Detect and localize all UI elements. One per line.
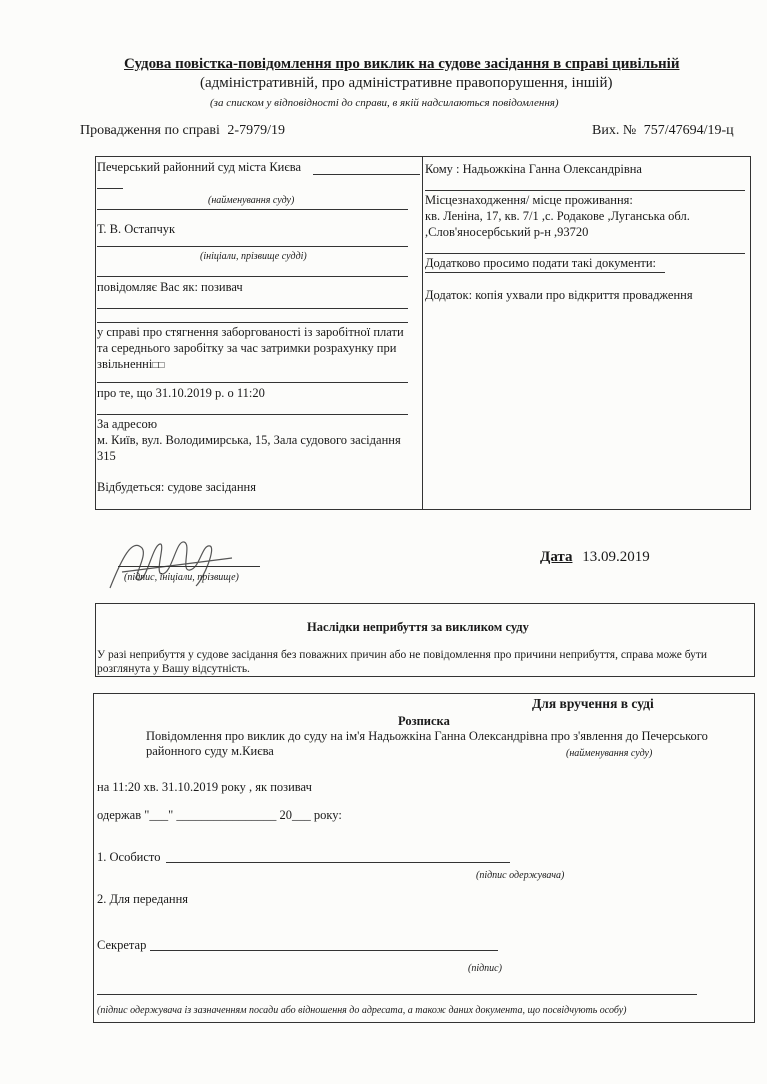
location-label: Місцезнаходження/ місце проживання:: [425, 193, 633, 207]
address-label: За адресою: [97, 417, 158, 431]
judge-caption: (ініціали, прізвище судді): [200, 251, 307, 262]
for-court-delivery: Для вручення в суді: [532, 696, 654, 711]
signature-caption: (підпис, ініціали, прізвище): [124, 572, 239, 583]
location-line-2: ,Слов'яносербський р-н ,93720: [425, 225, 589, 239]
case-number: 2-7979/19: [227, 123, 285, 138]
summons-divider: [422, 156, 423, 510]
receipt-personally: 1. Особисто: [97, 850, 161, 864]
secretary-signature-caption: (підпис): [468, 963, 502, 974]
consequences-title: Наслідки неприбуття за викликом суду: [307, 620, 529, 634]
receipt-court-caption: (найменування суду): [566, 748, 653, 759]
date-value: 13.09.2019: [582, 549, 650, 565]
event-type: Відбудеться: судове засідання: [97, 480, 256, 494]
case-subject-2: та середнього заробітку за час затримки розрахунку при: [97, 341, 397, 355]
signature-date: [540, 550, 650, 564]
summons-title: Судова повістка-повідомлення про виклик на судове засідання в справі цивільній: [124, 56, 680, 72]
case-subject-3: [97, 357, 164, 373]
consequences-text-1: У разі неприбуття у судове засідання без поважних причин або не повідомлення про причини неприбуття, справа може бути: [97, 649, 708, 661]
case-number-line: [80, 124, 285, 138]
summons-note: (за списком у відповідності до справи, в якій надсилаються повідомлення): [210, 97, 559, 109]
receipt-line-1: Повідомлення про виклик до суду на ім'я Надьожкіна Ганна Олександрівна про з'явлення до Печерського: [146, 729, 708, 743]
attachment: Додаток: копія ухвали про відкриття провадження: [425, 288, 693, 302]
case-subject-1: у справі про стягнення заборгованості із заробітної плати: [97, 325, 404, 339]
court-caption: (найменування суду): [208, 195, 295, 206]
address-line-1: м. Київ, вул. Володимирська, 15, Зала судового засідання: [97, 433, 401, 447]
receipt-line-2: районного суду м.Києва: [146, 744, 274, 758]
extra-documents: Додатково просимо подати такі документи:: [425, 256, 657, 270]
location-line-1: кв. Леніна, 17, кв. 7/1 ,с. Родакове ,Луганська обл.: [425, 209, 690, 223]
address-line-2: 315: [97, 449, 116, 463]
receipt-title: Розписка: [398, 714, 450, 728]
date-label: Дата: [540, 549, 573, 565]
judge-name: Т. В. Остапчук: [97, 222, 176, 236]
notifies-as: повідомляє Вас як: позивач: [97, 280, 243, 294]
case-subject-suffix: □□: [152, 360, 165, 371]
receipt-time-line: на 11:20 хв. 31.10.2019 року , як позивач: [97, 780, 312, 794]
court-name: Печерський районний суд міста Києва: [97, 160, 302, 174]
signature-scribble: [92, 528, 262, 598]
receipt-secretary: Секретар: [97, 938, 147, 952]
receipt-transfer: 2. Для передання: [97, 892, 189, 906]
consequences-text-2: розглянута у Вашу відсутність.: [97, 663, 250, 675]
receipt-footer-caption: (підпис одержувача із зазначенням посади або відношення до адресата, а також даних документа, що посвідчують особу): [97, 1005, 627, 1016]
receipt-received: одержав "___" ________________ 20___ року:: [97, 808, 342, 822]
case-label: Провадження по справі: [80, 123, 220, 138]
outgoing-number: 757/47694/19-ц: [643, 123, 734, 138]
recipient-signature-caption: (підпис одержувача): [476, 870, 565, 881]
hearing-date: про те, що 31.10.2019 р. о 11:20: [97, 386, 265, 400]
outgoing-label: Вих. №: [592, 123, 637, 138]
case-subject-3-text: звільненні: [97, 357, 153, 371]
outgoing-number-line: [592, 124, 734, 138]
summons-subtitle: (адміністративній, про адміністративне правопорушення, іншій): [200, 75, 613, 91]
recipient: Кому : Надьожкіна Ганна Олександрівна: [425, 162, 642, 176]
